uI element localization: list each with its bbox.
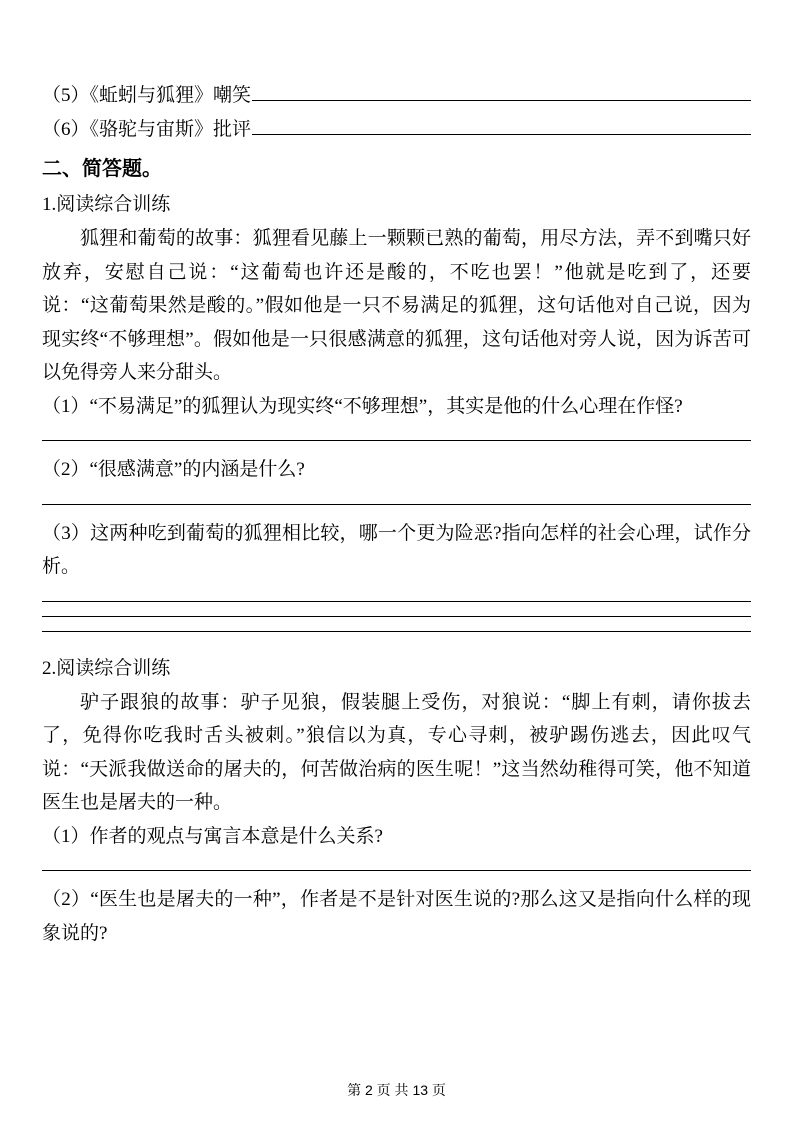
answer-blank[interactable] <box>252 112 751 135</box>
fill-in-label: （6）《骆驼与宙斯》批评 <box>42 119 252 140</box>
fill-in-item <box>42 78 751 112</box>
exercise-passage-1: 狐狸和葡萄的故事：狐狸看见藤上一颗颗已熟的葡萄，用尽方法，弄不到嘴只好放弃，安慰自己说：“这葡萄也许还是酸的，不吃也罢！”他就是吃到了，还要说：“这葡萄果然是酸的。”假如他是一只不易满足的狐狸，这句话他对自己说，因为现实终“不够理想”。假如他是一只很感满意的狐狸，这句话他对旁人说，因为诉苦可以免得旁人来分甜头。 <box>42 228 751 383</box>
answer-line[interactable] <box>42 601 751 602</box>
question-1-2: （2）“很感满意”的内涵是什么? <box>42 459 305 480</box>
section-title: 二、简答题。 <box>42 158 162 180</box>
answer-line[interactable] <box>42 870 751 871</box>
question-2-1: （1）作者的观点与寓言本意是什么关系? <box>42 825 383 847</box>
answer-line[interactable] <box>42 616 751 617</box>
exercise-heading-1: 1.阅读综合训练 <box>42 194 171 215</box>
question-2-2: （2）“医生也是屠夫的一种”，作者是不是针对医生说的?那么这又是指向什么样的现象说的? <box>42 889 751 944</box>
question-1-1: （1）“不易满足”的狐狸认为现实终“不够理想”，其实是他的什么心理在作怪? <box>42 395 683 417</box>
answer-blank[interactable] <box>252 78 751 101</box>
fill-in-item <box>42 112 751 146</box>
fill-in-label: （5）《蚯蚓与狐狸》嘲笑 <box>42 85 252 106</box>
page-footer: 第 2 页 共 13 页 <box>347 1082 446 1098</box>
answer-line[interactable] <box>42 440 751 441</box>
spacer <box>42 632 751 650</box>
exercise-heading-2: 2.阅读综合训练 <box>42 657 171 679</box>
exercise-passage-2: 驴子跟狼的故事：驴子见狼，假装腿上受伤，对狼说：“脚上有刺，请你拔去了，免得你吃我时舌头被刺。”狼信以为真，专心寻刺，被驴踢伤逃去，因此叹气说：“天派我做送命的屠夫的，何苦做治病的医生呢！”这当然幼稚得可笑，他不知道医生也是屠夫的一种。 <box>42 691 751 813</box>
question-1-3: （3）这两种吃到葡萄的狐狸相比较，哪一个更为险恶?指向怎样的社会心理，试作分析。 <box>42 522 751 577</box>
answer-line[interactable] <box>42 504 751 505</box>
